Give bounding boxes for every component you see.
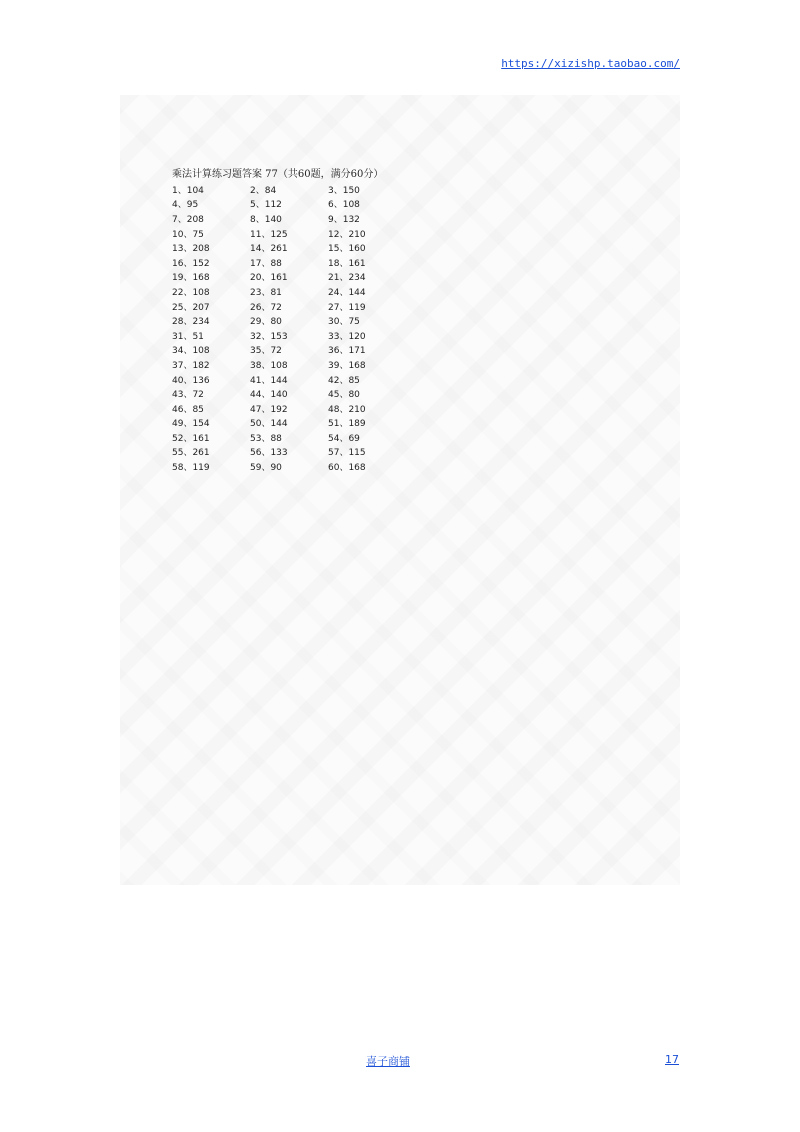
- footer-shop-link[interactable]: 喜子商铺: [366, 1055, 410, 1068]
- answer-row: [172, 197, 406, 212]
- page-number[interactable]: 17: [665, 1053, 679, 1066]
- answer-item: 3、150: [328, 185, 360, 196]
- answer-item: 53、88: [250, 433, 282, 444]
- answer-item: 20、161: [250, 273, 288, 284]
- answer-item: 36、171: [328, 346, 366, 357]
- answer-item: 60、168: [328, 463, 366, 474]
- answer-item: 27、119: [328, 302, 366, 313]
- answer-item: 32、153: [250, 331, 288, 342]
- answer-row: [172, 284, 406, 299]
- answer-item: 31、51: [172, 331, 204, 342]
- header-url-link[interactable]: https://xizishp.taobao.com/: [501, 57, 680, 70]
- answers-grid: [172, 182, 406, 474]
- answer-item: 40、136: [172, 375, 210, 386]
- answer-item: 1、104: [172, 185, 204, 196]
- answer-row: [172, 459, 406, 474]
- answer-item: 47、192: [250, 404, 288, 415]
- answer-item: 16、152: [172, 258, 210, 269]
- answer-item: 30、75: [328, 317, 360, 328]
- answer-sheet-title: 乘法计算练习题答案 77（共60题，满分60分）: [172, 169, 384, 180]
- answer-item: 9、132: [328, 214, 360, 225]
- answer-row: [172, 401, 406, 416]
- answer-item: 58、119: [172, 463, 210, 474]
- answer-item: 50、144: [250, 419, 288, 430]
- answer-item: 57、115: [328, 448, 366, 459]
- answer-item: 45、80: [328, 390, 360, 401]
- answer-item: 12、210: [328, 229, 366, 240]
- answer-item: 38、108: [250, 360, 288, 371]
- answer-row: [172, 255, 406, 270]
- answer-item: 14、261: [250, 244, 288, 255]
- answer-item: 7、208: [172, 214, 204, 225]
- answer-item: 41、144: [250, 375, 288, 386]
- answer-item: 15、160: [328, 244, 366, 255]
- answer-item: 17、88: [250, 258, 282, 269]
- answer-item: 55、261: [172, 448, 210, 459]
- answer-row: [172, 416, 406, 431]
- answer-item: 5、112: [250, 200, 282, 211]
- answer-row: [172, 182, 406, 197]
- answer-row: [172, 328, 406, 343]
- answer-row: [172, 313, 406, 328]
- answer-item: 19、168: [172, 273, 210, 284]
- answer-item: 56、133: [250, 448, 288, 459]
- answer-item: 35、72: [250, 346, 282, 357]
- answer-item: 52、161: [172, 433, 210, 444]
- answer-item: 24、144: [328, 287, 366, 298]
- answer-item: 8、140: [250, 214, 282, 225]
- answer-item: 2、84: [250, 185, 277, 196]
- answer-item: 51、189: [328, 419, 366, 430]
- answer-item: 34、108: [172, 346, 210, 357]
- answer-row: [172, 240, 406, 255]
- answer-item: 33、120: [328, 331, 366, 342]
- answer-row: [172, 445, 406, 460]
- answer-item: 39、168: [328, 360, 366, 371]
- answer-item: 10、75: [172, 229, 204, 240]
- answer-row: [172, 226, 406, 241]
- answer-item: 37、182: [172, 360, 210, 371]
- answer-row: [172, 299, 406, 314]
- answer-item: 22、108: [172, 287, 210, 298]
- answer-row: [172, 386, 406, 401]
- answer-row: [172, 270, 406, 285]
- answer-item: 26、72: [250, 302, 282, 313]
- answer-row: [172, 357, 406, 372]
- answer-item: 11、125: [250, 229, 288, 240]
- answer-row: [172, 430, 406, 445]
- answer-row: [172, 211, 406, 226]
- answer-row: [172, 343, 406, 358]
- answer-item: 54、69: [328, 433, 360, 444]
- answer-item: 29、80: [250, 317, 282, 328]
- answer-item: 13、208: [172, 244, 210, 255]
- answer-item: 59、90: [250, 463, 282, 474]
- answer-item: 18、161: [328, 258, 366, 269]
- answer-item: 44、140: [250, 390, 288, 401]
- answer-item: 42、85: [328, 375, 360, 386]
- answer-item: 48、210: [328, 404, 366, 415]
- answer-item: 6、108: [328, 200, 360, 211]
- answer-item: 28、234: [172, 317, 210, 328]
- answer-item: 43、72: [172, 390, 204, 401]
- answer-row: [172, 372, 406, 387]
- answer-item: 21、234: [328, 273, 366, 284]
- answer-item: 23、81: [250, 287, 282, 298]
- answer-item: 4、95: [172, 200, 199, 211]
- answer-item: 49、154: [172, 419, 210, 430]
- answer-item: 46、85: [172, 404, 204, 415]
- answer-item: 25、207: [172, 302, 210, 313]
